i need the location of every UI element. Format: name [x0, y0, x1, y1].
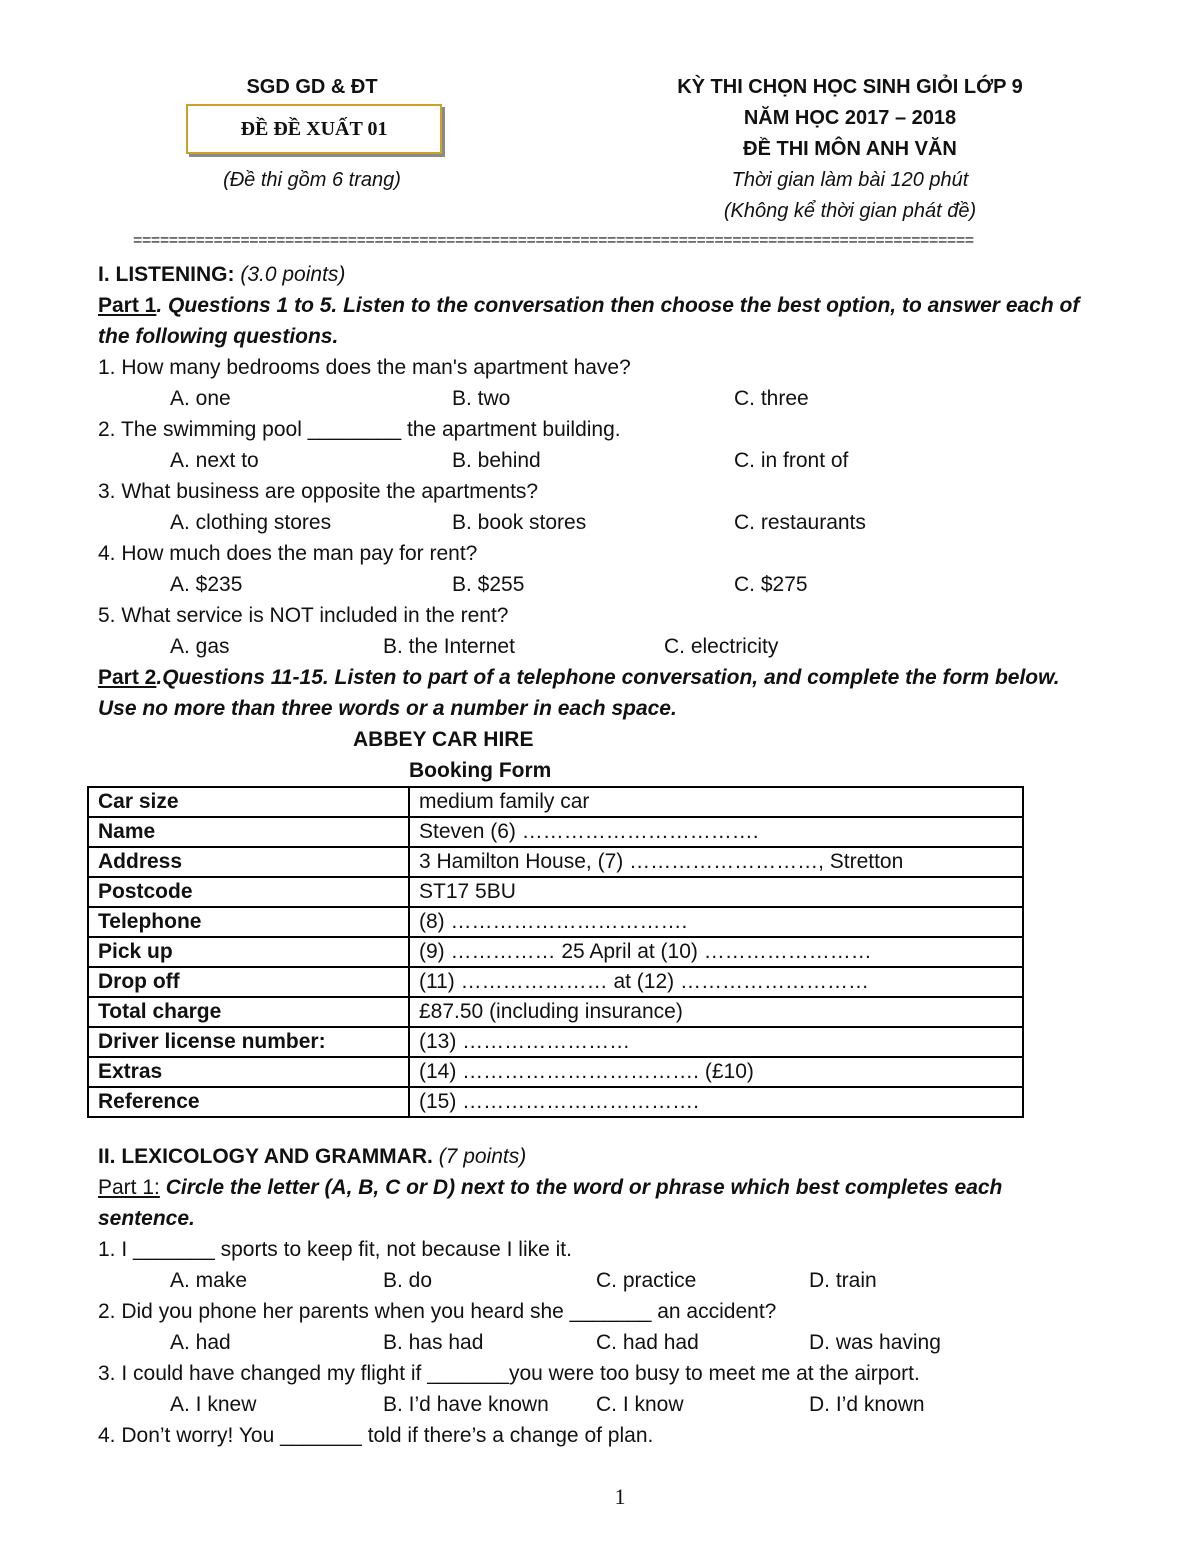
part1-instruction: [98, 290, 1079, 321]
part-instruction: . Questions 1 to 5. Listen to the conversation then choose the best option, to answer each of: [156, 294, 1080, 317]
form-field-label: Reference: [88, 1087, 409, 1117]
form-field-value: (11) ………………… at (12) ………………………: [409, 967, 1023, 997]
subject-title: ĐỀ THI MÔN ANH VĂN: [743, 138, 957, 160]
table-row: [88, 907, 1023, 937]
option-a: A. clothing stores: [170, 511, 332, 534]
option-c: C. electricity: [664, 635, 779, 658]
option-b: B. do: [383, 1269, 433, 1292]
question: 4. Don’t worry! You _______ told if there’s a change of plan.: [98, 1424, 654, 1447]
form-field-value: medium family car: [409, 787, 1023, 817]
option-a: A. gas: [170, 635, 230, 658]
option-c: C. three: [734, 387, 809, 410]
option-a: A. $235: [170, 573, 243, 596]
separator-line: ==============================================================================================: [133, 232, 974, 249]
question: 1. How many bedrooms does the man's apartment have?: [98, 356, 631, 379]
form-field-value: (14) ……………………………. (£10): [409, 1057, 1023, 1087]
table-row: [88, 877, 1023, 907]
school-year: NĂM HỌC 2017 – 2018: [743, 107, 957, 129]
part-label: Part 1: [98, 294, 157, 317]
part1-instruction-cont: the following questions.: [98, 325, 339, 348]
question: 2. Did you phone her parents when you heard she _______ an accident?: [98, 1300, 777, 1323]
option-b: B. behind: [452, 449, 541, 472]
option-c: C. in front of: [734, 449, 849, 472]
option-c: C. practice: [596, 1269, 697, 1292]
form-field-label: Driver license number:: [88, 1027, 409, 1057]
option-a: A. I knew: [170, 1393, 257, 1416]
grammar-part1-instruction-cont: sentence.: [98, 1207, 195, 1230]
form-field-label: Drop off: [88, 967, 409, 997]
section-listening-heading: [98, 259, 345, 290]
exam-time: Thời gian làm bài 120 phút: [731, 169, 969, 191]
table-row: [88, 997, 1023, 1027]
question: 5. What service is NOT included in the rent?: [98, 604, 509, 627]
exam-title: KỲ THI CHỌN HỌC SINH GIỎI LỚP 9: [677, 76, 1023, 98]
form-field-value: 3 Hamilton House, (7) ………………………, Stretton: [409, 847, 1023, 877]
section-title: II. LEXICOLOGY AND GRAMMAR.: [98, 1145, 433, 1168]
part-label: Part 1:: [98, 1176, 160, 1199]
question: 1. I _______ sports to keep fit, not because I like it.: [98, 1238, 572, 1261]
booking-form-table: [87, 786, 1024, 1118]
form-field-label: Pick up: [88, 937, 409, 967]
option-a: A. had: [170, 1331, 231, 1354]
option-d: D. I’d known: [809, 1393, 925, 1416]
option-c: C. $275: [734, 573, 808, 596]
form-field-value: (15) …………………………….: [409, 1087, 1023, 1117]
part2-instruction: [98, 662, 1060, 693]
section-title: I. LISTENING:: [98, 263, 235, 286]
question: 4. How much does the man pay for rent?: [98, 542, 478, 565]
part-instruction: .Questions 11-15. Listen to part of a telephone conversation, and complete the form below.: [156, 666, 1060, 689]
table-row: [88, 1027, 1023, 1057]
question: 3. What business are opposite the apartments?: [98, 480, 539, 503]
option-a: A. make: [170, 1269, 248, 1292]
part2-instruction-cont: Use no more than three words or a number in each space.: [98, 697, 677, 720]
section-grammar-heading: [98, 1141, 526, 1172]
org-name: SGD GD & ĐT: [246, 76, 378, 98]
option-b: B. $255: [452, 573, 525, 596]
form-field-label: Extras: [88, 1057, 409, 1087]
option-b: B. the Internet: [383, 635, 515, 658]
proposal-box: ĐỀ ĐỀ XUẤT 01: [186, 104, 442, 154]
form-field-value: (13) ……………………: [409, 1027, 1023, 1057]
option-d: D. train: [809, 1269, 877, 1292]
form-field-label: Name: [88, 817, 409, 847]
table-row: [88, 817, 1023, 847]
option-b: B. has had: [383, 1331, 484, 1354]
form-subtitle: Booking Form: [409, 759, 552, 782]
option-c: C. restaurants: [734, 511, 866, 534]
table-row: [88, 937, 1023, 967]
section-points: (7 points): [438, 1145, 527, 1168]
part-label: Part 2: [98, 666, 157, 689]
option-c: C. had had: [596, 1331, 699, 1354]
option-b: B. I’d have known: [383, 1393, 549, 1416]
table-row: [88, 847, 1023, 877]
option-d: D. was having: [809, 1331, 941, 1354]
option-b: B. book stores: [452, 511, 587, 534]
table-row: [88, 1057, 1023, 1087]
part-instruction: Circle the letter (A, B, C or D) next to the word or phrase which best completes each: [165, 1176, 1003, 1199]
option-b: B. two: [452, 387, 511, 410]
option-a: A. one: [170, 387, 231, 410]
form-field-label: Telephone: [88, 907, 409, 937]
form-field-label: Postcode: [88, 877, 409, 907]
grammar-part1-instruction: [98, 1172, 1002, 1203]
option-c: C. I know: [596, 1393, 684, 1416]
exam-time-note: (Không kể thời gian phát đề): [723, 200, 977, 222]
table-row: [88, 967, 1023, 997]
form-field-value: ST17 5BU: [409, 877, 1023, 907]
form-field-value: £87.50 (including insurance): [409, 997, 1023, 1027]
form-field-label: Address: [88, 847, 409, 877]
form-field-label: Total charge: [88, 997, 409, 1027]
form-field-value: (8) …………………………….: [409, 907, 1023, 937]
section-points: (3.0 points): [240, 263, 346, 286]
form-field-label: Car size: [88, 787, 409, 817]
option-a: A. next to: [170, 449, 259, 472]
form-field-value: Steven (6) …………………………….: [409, 817, 1023, 847]
form-field-value: (9) …………… 25 April at (10) ……………………: [409, 937, 1023, 967]
question: 3. I could have changed my flight if _______you were too busy to meet me at the airport.: [98, 1362, 920, 1385]
table-row: [88, 1087, 1023, 1117]
question: 2. The swimming pool ________ the apartment building.: [98, 418, 621, 441]
pages-note: (Đề thi gồm 6 trang): [223, 169, 401, 191]
form-title: ABBEY CAR HIRE: [353, 728, 534, 751]
table-row: [88, 787, 1023, 817]
page-number: 1: [614, 1484, 626, 1509]
